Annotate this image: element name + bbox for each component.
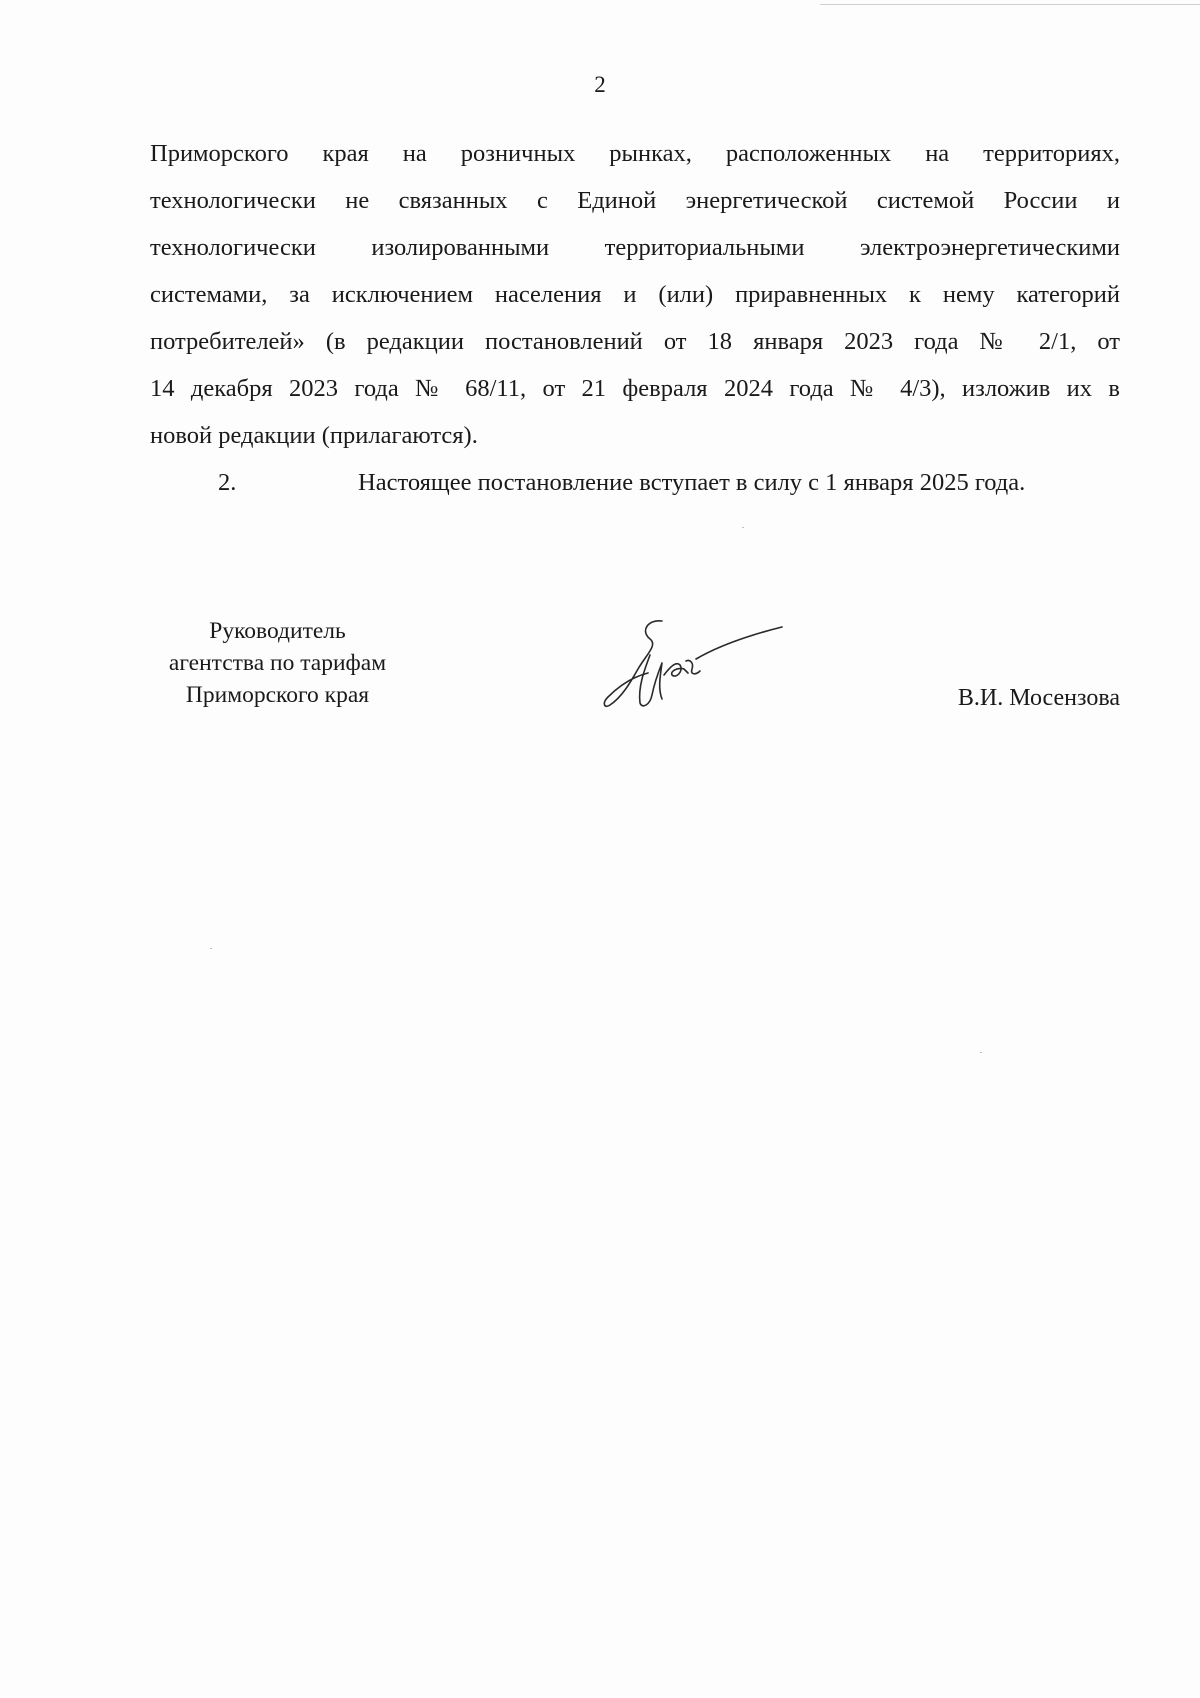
signatory-title-line: Приморского края (185, 682, 370, 708)
item-text: Настоящее постановление вступает в силу с 1 января 2025 года. (358, 469, 1026, 496)
paragraph-item-2 (150, 459, 1120, 506)
paragraph-continued (150, 130, 1120, 459)
scan-speck (980, 1052, 982, 1053)
paragraph-line: 14 декабря 2023 года № 68/11, от 21 февраля 2024 года № 4/3), изложив их в (150, 375, 1120, 402)
signatory-title-line: Руководитель (209, 618, 346, 644)
item-number: 2. (218, 469, 237, 496)
signatory-title-line: агентства по тарифам (168, 650, 387, 676)
paragraph-line: системами, за исключением населения и (или) приравненных к нему категорий (150, 281, 1120, 308)
paragraph-line: потребителей» (в редакции постановлений от 18 января 2023 года № 2/1, от (150, 328, 1120, 355)
scan-speck (742, 527, 744, 528)
document-body (150, 130, 1120, 506)
signature-block (0, 615, 1200, 735)
paragraph-line: новой редакции (прилагаются). (150, 422, 478, 449)
scan-speck (210, 948, 212, 949)
paragraph-line: Приморского края на розничных рынках, расположенных на территориях, (150, 140, 1120, 167)
page-number: 2 (594, 72, 606, 97)
handwritten-signature-icon (600, 615, 790, 710)
scan-edge-line (820, 0, 1200, 5)
signatory-title (140, 615, 415, 711)
paragraph-line: технологически не связанных с Единой энергетической системой России и (150, 187, 1120, 214)
paragraph-line: технологически изолированными территориальными электроэнергетическими (150, 234, 1120, 261)
signatory-name: В.И. Мосензова (957, 685, 1120, 711)
